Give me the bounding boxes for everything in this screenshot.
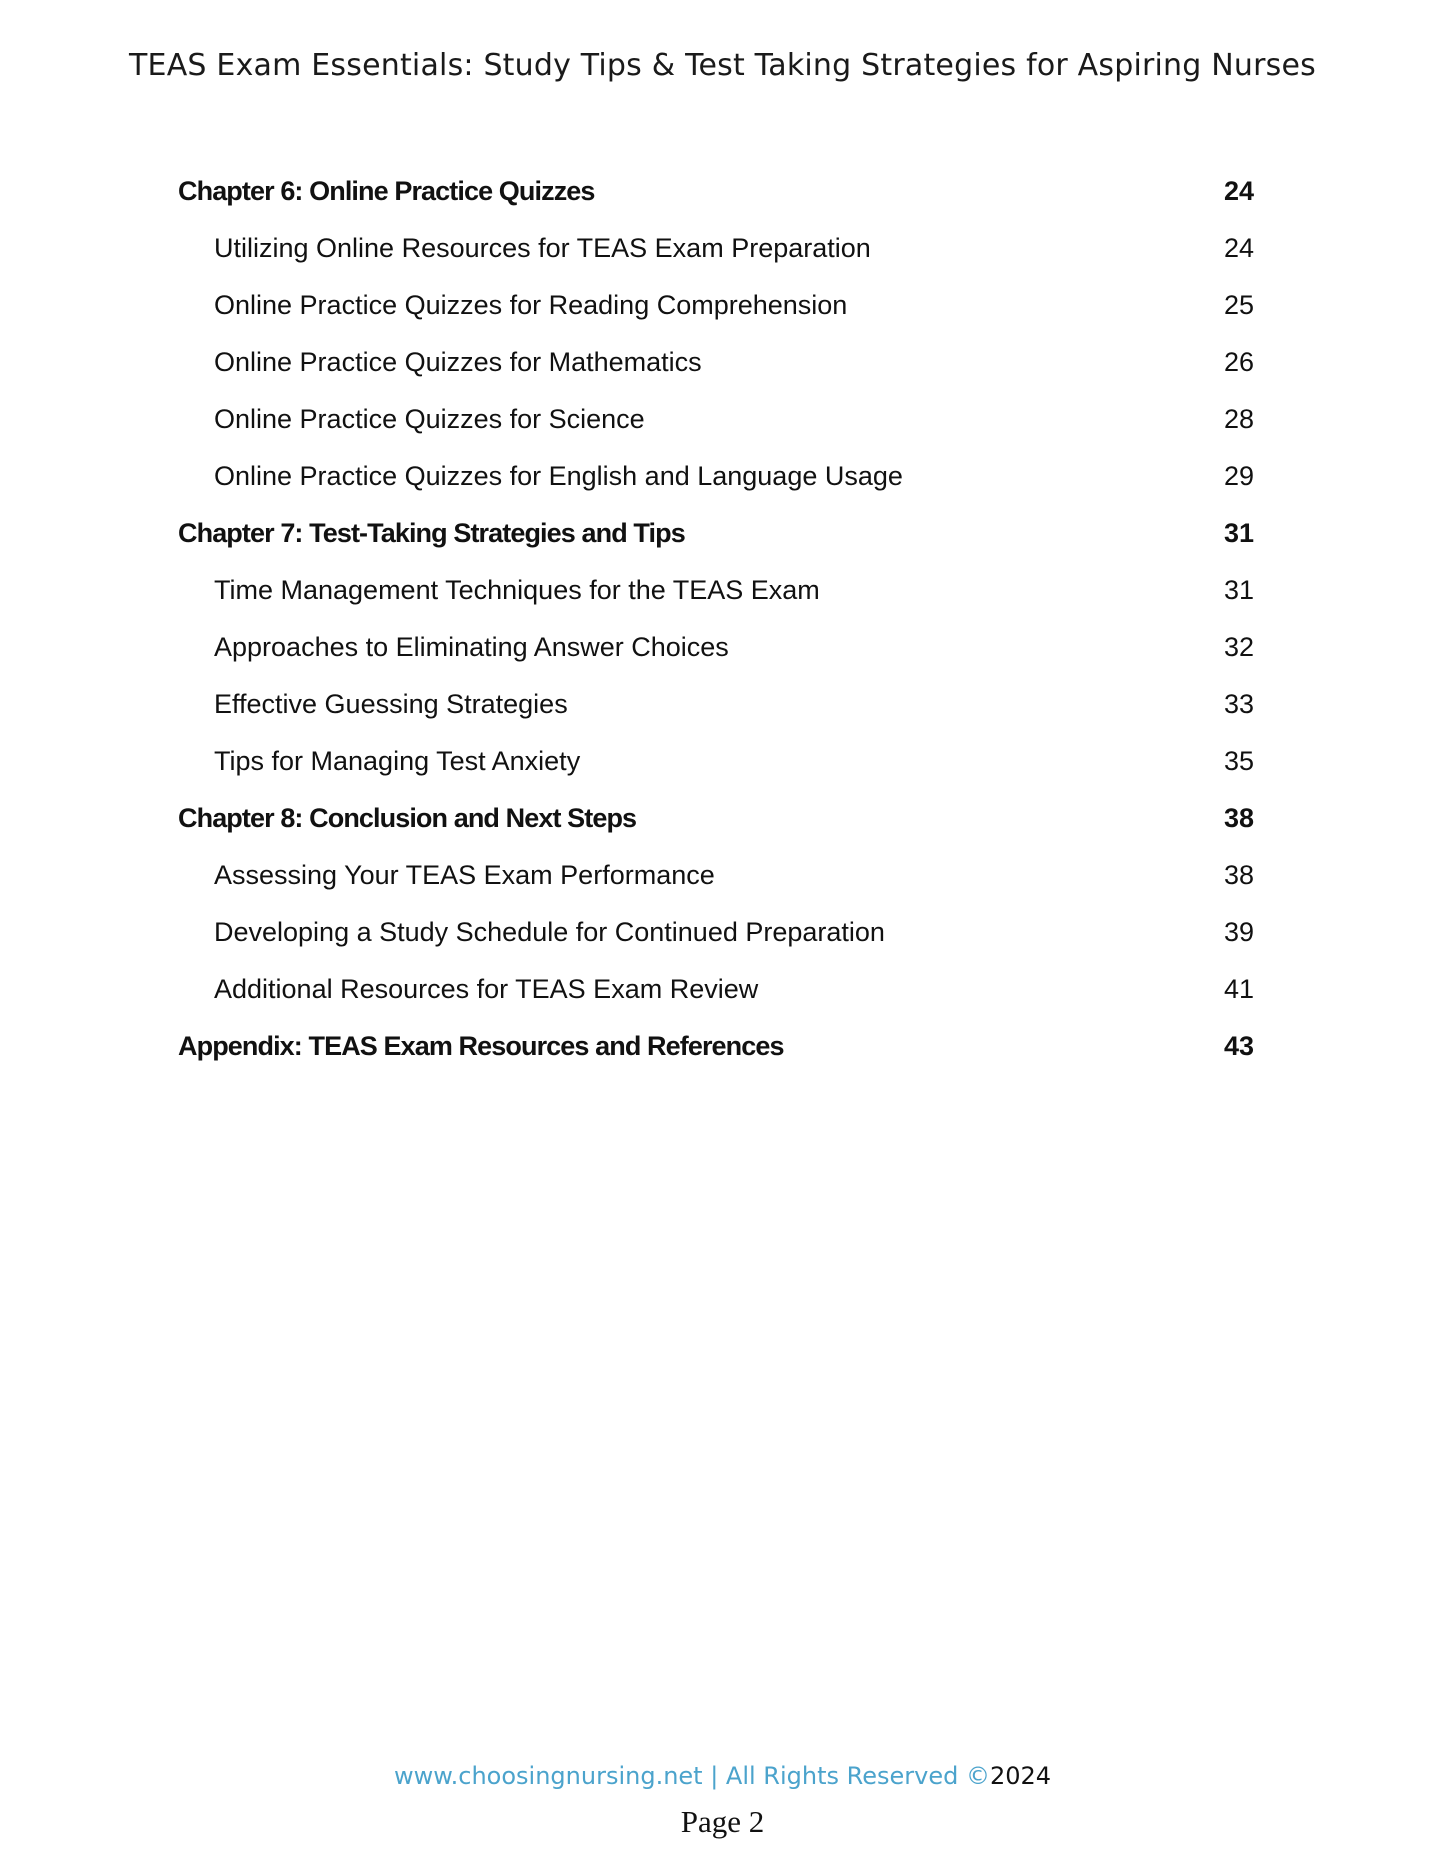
toc-entry-title: Online Practice Quizzes for Reading Comprehension xyxy=(214,290,848,320)
toc-entry-page: 31 xyxy=(1223,518,1254,548)
toc-section-row[interactable] xyxy=(178,404,1254,461)
toc-section-row[interactable] xyxy=(178,290,1254,347)
toc-chapter-row[interactable] xyxy=(178,518,1254,575)
document-header-title: TEAS Exam Essentials: Study Tips & Test Taking Strategies for Aspiring Nurses xyxy=(129,48,1316,83)
toc-entry-title: Online Practice Quizzes for Mathematics xyxy=(214,347,702,377)
toc-entry-title: Utilizing Online Resources for TEAS Exam Preparation xyxy=(214,233,871,263)
toc-section-row[interactable] xyxy=(178,689,1254,746)
toc-entry-page: 26 xyxy=(1223,347,1254,377)
toc-entry-page: 41 xyxy=(1223,974,1254,1004)
toc-chapter-row[interactable] xyxy=(178,1031,1254,1088)
toc-entry-page: 38 xyxy=(1223,860,1254,890)
toc-entry-title: Chapter 7: Test-Taking Strategies and Tips xyxy=(178,518,685,548)
toc-chapter-row[interactable] xyxy=(178,176,1254,233)
toc-section-row[interactable] xyxy=(178,746,1254,803)
toc-section-row[interactable] xyxy=(178,917,1254,974)
toc-entry-title: Effective Guessing Strategies xyxy=(214,689,568,719)
toc-entry-title: Assessing Your TEAS Exam Performance xyxy=(214,860,715,890)
toc-section-row[interactable] xyxy=(178,347,1254,404)
toc-chapter-row[interactable] xyxy=(178,803,1254,860)
toc-entry-title: Chapter 8: Conclusion and Next Steps xyxy=(178,803,637,833)
toc-section-row[interactable] xyxy=(178,974,1254,1031)
toc-entry-title: Tips for Managing Test Anxiety xyxy=(214,746,581,776)
toc-entry-page: 33 xyxy=(1223,689,1254,719)
toc-section-row[interactable] xyxy=(178,860,1254,917)
toc-entry-page: 32 xyxy=(1223,632,1254,662)
toc-entry-title: Time Management Techniques for the TEAS Exam xyxy=(214,575,820,605)
toc-entry-page: 38 xyxy=(1223,803,1254,833)
toc-section-row[interactable] xyxy=(178,632,1254,689)
toc-entry-title: Approaches to Eliminating Answer Choices xyxy=(214,632,729,662)
toc-entry-title: Online Practice Quizzes for Science xyxy=(214,404,645,434)
toc-entry-title: Online Practice Quizzes for English and Language Usage xyxy=(214,461,903,491)
toc-entry-title: Appendix: TEAS Exam Resources and References xyxy=(178,1031,784,1061)
toc-entry-title: Additional Resources for TEAS Exam Review xyxy=(214,974,759,1004)
toc-entry-page: 28 xyxy=(1223,404,1254,434)
toc-section-row[interactable] xyxy=(178,575,1254,632)
toc-entry-page: 25 xyxy=(1223,290,1254,320)
table-of-contents xyxy=(178,176,1254,1088)
toc-entry-page: 35 xyxy=(1223,746,1254,776)
footer-year: 2024 xyxy=(989,1762,1052,1790)
toc-entry-page: 29 xyxy=(1223,461,1254,491)
toc-entry-page: 43 xyxy=(1223,1031,1254,1061)
toc-entry-page: 31 xyxy=(1223,575,1254,605)
footer-website-link[interactable]: www.choosingnursing.net | All Rights Reserved © xyxy=(393,1762,990,1790)
toc-section-row[interactable] xyxy=(178,461,1254,518)
toc-entry-title: Chapter 6: Online Practice Quizzes xyxy=(178,176,595,206)
page-number: Page 2 xyxy=(680,1804,765,1839)
toc-section-row[interactable] xyxy=(178,233,1254,290)
toc-entry-page: 39 xyxy=(1223,917,1254,947)
toc-entry-page: 24 xyxy=(1223,176,1254,206)
toc-entry-title: Developing a Study Schedule for Continued Preparation xyxy=(214,917,885,947)
footer-copyright xyxy=(0,1762,1445,1790)
toc-entry-page: 24 xyxy=(1223,233,1254,263)
